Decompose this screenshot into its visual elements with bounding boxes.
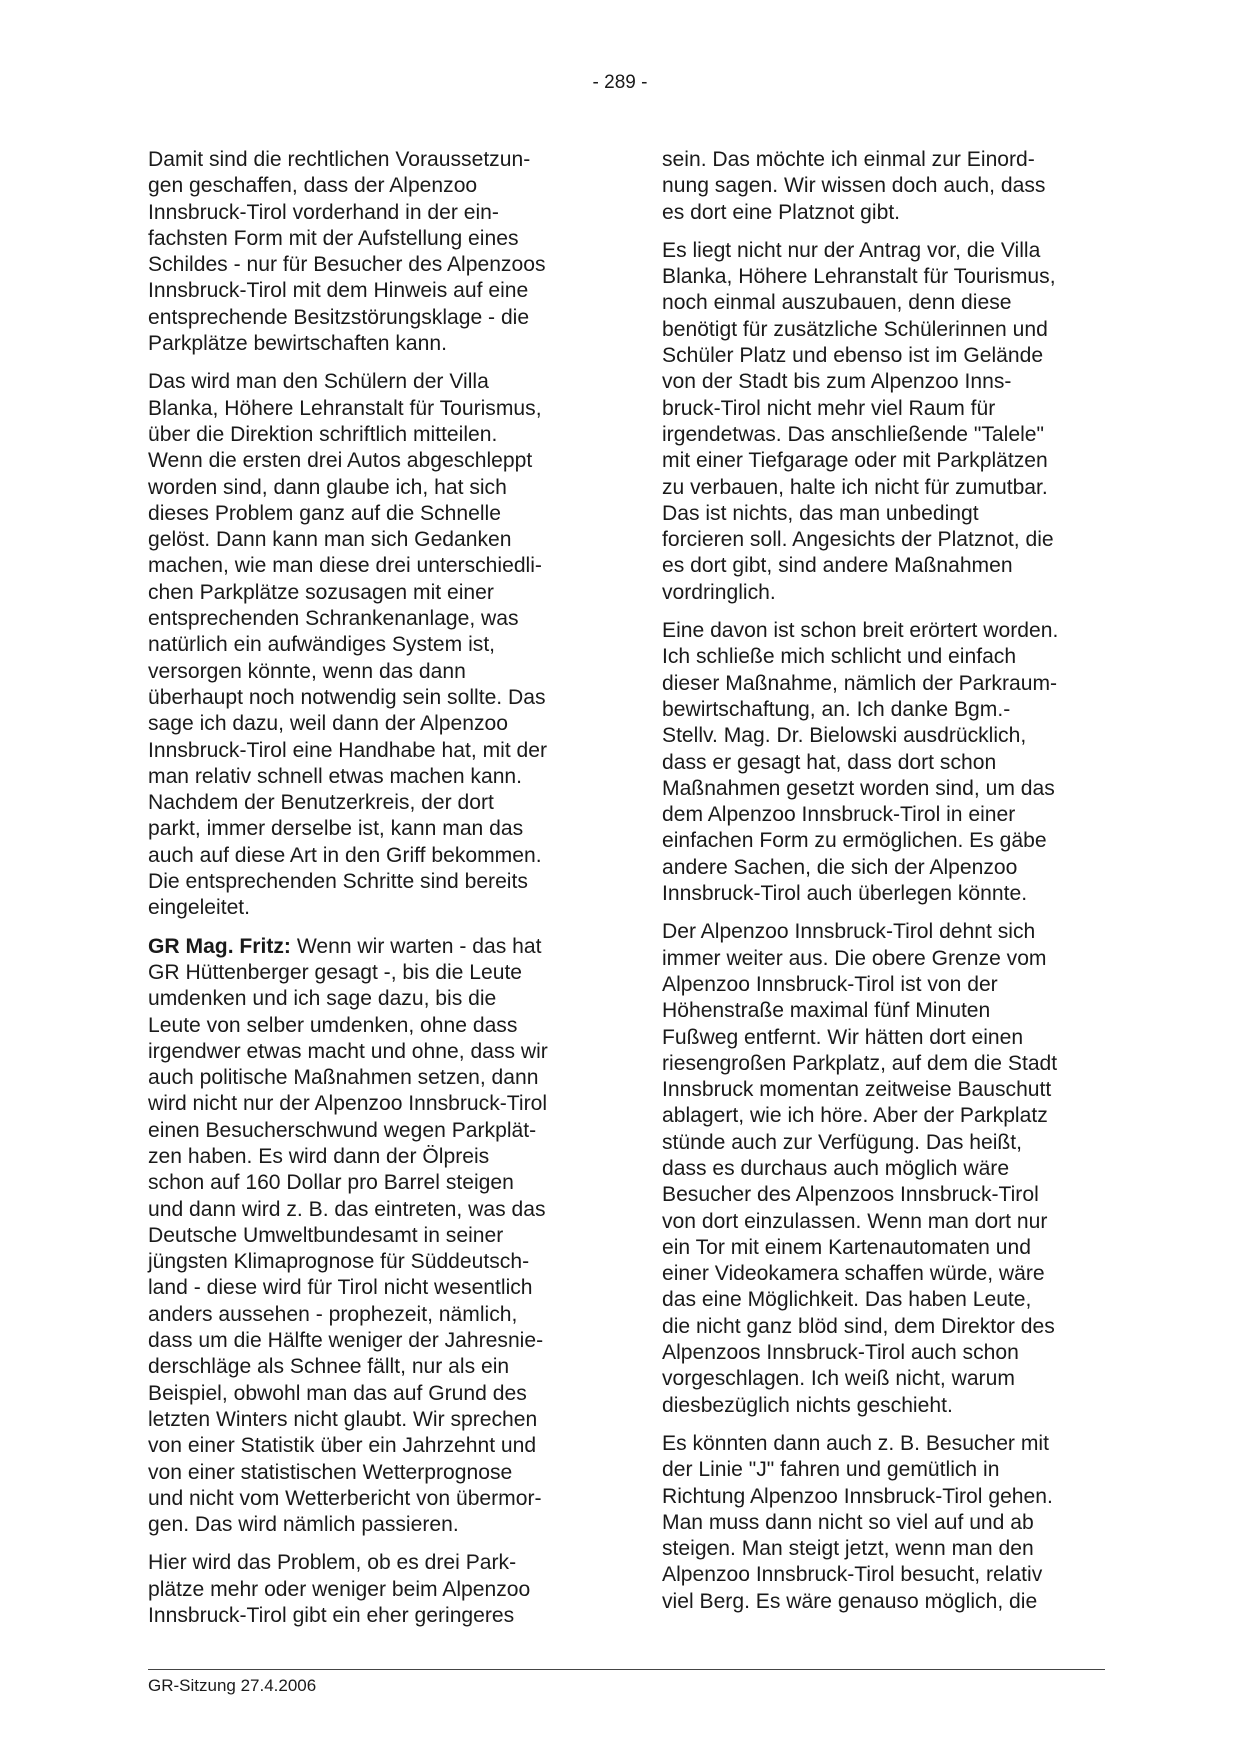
text-line: nung sagen. Wir wissen doch auch, dass: [662, 174, 1046, 198]
text-line: Das ist nichts, das man unbedingt: [662, 501, 979, 525]
text-line: gelöst. Dann kann man sich Gedanken: [148, 528, 512, 552]
text-line: plätze mehr oder weniger beim Alpenzoo: [148, 1577, 531, 1601]
text-line: Richtung Alpenzoo Innsbruck-Tirol gehen.: [662, 1484, 1053, 1508]
text-line: benötigt für zusätzliche Schülerinnen und: [662, 317, 1048, 341]
text-line: zen haben. Es wird dann der Ölpreis: [148, 1144, 490, 1168]
text-line: Beispiel, obwohl man das auf Grund des: [148, 1381, 527, 1405]
text-line: Blanka, Höhere Lehranstalt für Tourismus,: [662, 265, 1056, 289]
text-line: der Linie "J" fahren und gemütlich in: [662, 1458, 1000, 1482]
text-line: versorgen könnte, wenn das dann: [148, 659, 466, 683]
paragraph: [148, 147, 588, 357]
text-line: Es könnten dann auch z. B. Besucher mit: [662, 1431, 1049, 1455]
text-line: entsprechenden Schrankenanlage, was: [148, 607, 519, 631]
text-line: chen Parkplätze sozusagen mit einer: [148, 580, 494, 604]
text-line: vordringlich.: [662, 580, 776, 604]
left-column: [148, 147, 588, 1629]
text-line: Alpenzoo Innsbruck-Tirol besucht, relativ: [662, 1563, 1043, 1587]
text-line: derschläge als Schnee fällt, nur als ein: [148, 1355, 510, 1379]
paragraph: [662, 1431, 1102, 1615]
text-line: irgendwer etwas macht und ohne, dass wir: [148, 1039, 548, 1063]
text-line: bruck-Tirol nicht mehr viel Raum für: [662, 396, 996, 420]
text-line: Das wird man den Schülern der Villa: [148, 370, 489, 394]
text-line: steigen. Man steigt jetzt, wenn man den: [662, 1537, 1034, 1561]
text-line: land - diese wird für Tirol nicht wesentlich: [148, 1276, 533, 1300]
text-line: Innsbruck momentan zeitweise Bauschutt: [662, 1078, 1052, 1102]
text-line: dem Alpenzoo Innsbruck-Tirol in einer: [662, 803, 1016, 827]
text-line: Fußweg entfernt. Wir hätten dort einen: [662, 1025, 1024, 1049]
paragraph: [148, 1550, 588, 1629]
text-line: Der Alpenzoo Innsbruck-Tirol dehnt sich: [662, 920, 1036, 944]
text-line: Schüler Platz und ebenso ist im Gelände: [662, 344, 1044, 368]
text-line: Innsbruck-Tirol auch überlegen könnte.: [662, 882, 1028, 906]
text-line: überhaupt noch notwendig sein sollte. Das: [148, 685, 546, 709]
text-line: dass er gesagt hat, dass dort schon: [662, 750, 997, 774]
text-line: Innsbruck-Tirol gibt ein eher geringeres: [148, 1604, 515, 1628]
paragraph: [148, 934, 588, 1539]
text-line: Wenn die ersten drei Autos abgeschleppt: [148, 449, 533, 473]
text-line: es dort eine Platznot gibt.: [662, 200, 901, 224]
text-line: dieses Problem ganz auf die Schnelle: [148, 501, 501, 525]
text-line: Alpenzoo Innsbruck-Tirol ist von der: [662, 972, 998, 996]
text-line: von der Stadt bis zum Alpenzoo Inns-: [662, 370, 1012, 394]
text-line: ein Tor mit einem Kartenautomaten und: [662, 1235, 1031, 1259]
text-line: auch politische Maßnahmen setzen, dann: [148, 1066, 539, 1090]
text-line: noch einmal auszubauen, denn diese: [662, 291, 1012, 315]
footer-divider: [148, 1669, 1105, 1670]
text-line: Man muss dann nicht so viel auf und ab: [662, 1510, 1034, 1534]
text-line: stünde auch zur Verfügung. Das heißt,: [662, 1130, 1022, 1154]
text-line: worden sind, dann glaube ich, hat sich: [148, 475, 507, 499]
text-line: vorgeschlagen. Ich weiß nicht, warum: [662, 1367, 1015, 1391]
text-line: bewirtschaftung, an. Ich danke Bgm.-: [662, 697, 1011, 721]
text-line: GR Hüttenberger gesagt -, bis die Leute: [148, 960, 523, 984]
text-line: natürlich ein aufwändiges System ist,: [148, 633, 496, 657]
paragraph: [662, 919, 1102, 1419]
text-line: irgendetwas. Das anschließende "Talele": [662, 422, 1044, 446]
paragraph: [662, 238, 1102, 606]
text-line: einfachen Form zu ermöglichen. Es gäbe: [662, 829, 1047, 853]
text-line: parkt, immer derselbe ist, kann man das: [148, 817, 524, 841]
text-line: Höhenstraße maximal fünf Minuten: [662, 999, 991, 1023]
paragraph: [662, 618, 1102, 907]
text-line: einen Besucherschwund wegen Parkplät-: [148, 1118, 537, 1142]
text-line: Maßnahmen gesetzt worden sind, um das: [662, 776, 1055, 800]
text-line: Eine davon ist schon breit erörtert worden.: [662, 619, 1059, 643]
text-line: machen, wie man diese drei unterschiedli-: [148, 554, 542, 578]
text-line: umdenken und ich sage dazu, bis die: [148, 987, 497, 1011]
text-line: Stellv. Mag. Dr. Bielowski ausdrücklich,: [662, 724, 1027, 748]
text-line: ablagert, wie ich höre. Aber der Parkplatz: [662, 1104, 1048, 1128]
page-number: - 289 -: [592, 72, 648, 93]
text-line: Nachdem der Benutzerkreis, der dort: [148, 791, 494, 815]
text-line: Deutsche Umweltbundesamt in seiner: [148, 1223, 504, 1247]
text-line: dass es durchaus auch möglich wäre: [662, 1156, 1010, 1180]
text-line: einer Videokamera schaffen würde, wäre: [662, 1262, 1045, 1286]
text-line: zu verbauen, halte ich nicht für zumutbar.: [662, 475, 1048, 499]
text-line: sage ich dazu, weil dann der Alpenzoo: [148, 712, 509, 736]
text-line: viel Berg. Es wäre genauso möglich, die: [662, 1589, 1038, 1613]
text-line: [148, 934, 588, 960]
text-line: diesbezüglich nichts geschieht.: [662, 1393, 953, 1417]
text-line: und nicht vom Wetterbericht von übermor-: [148, 1486, 542, 1510]
paragraph: [662, 147, 1102, 226]
text-line: Innsbruck-Tirol vorderhand in der ein-: [148, 200, 499, 224]
text-line: wird nicht nur der Alpenzoo Innsbruck-Tirol: [148, 1092, 548, 1116]
text-line: sein. Das möchte ich einmal zur Einord-: [662, 148, 1035, 171]
text-line: forcieren soll. Angesichts der Platznot, die: [662, 528, 1054, 552]
text-line: Blanka, Höhere Lehranstalt für Tourismus,: [148, 396, 542, 420]
text-line: letzten Winters nicht glaubt. Wir sprechen: [148, 1407, 538, 1431]
text-line: andere Sachen, die sich der Alpenzoo: [662, 855, 1018, 879]
speaker-name: GR Mag. Fritz:: [148, 934, 291, 958]
text-line: auch auf diese Art in den Griff bekommen.: [148, 843, 542, 867]
text-line: von einer statistischen Wetterprognose: [148, 1460, 513, 1484]
text-line: gen. Das wird nämlich passieren.: [148, 1513, 459, 1537]
text-line: Parkplätze bewirtschaften kann.: [148, 332, 447, 356]
text-line: eingeleitet.: [148, 896, 251, 920]
text-line: Damit sind die rechtlichen Voraussetzun-: [148, 148, 531, 171]
footer-session-date: GR-Sitzung 27.4.2006: [148, 1676, 317, 1695]
text-line: Es liegt nicht nur der Antrag vor, die Villa: [662, 238, 1041, 262]
text-line: man relativ schnell etwas machen kann.: [148, 764, 523, 788]
speech-text: Wenn wir warten - das hat: [290, 934, 542, 958]
text-line: dass um die Hälfte weniger der Jahresnie-: [148, 1329, 544, 1353]
text-line: über die Direktion schriftlich mitteilen.: [148, 422, 498, 446]
text-line: entsprechende Besitzstörungsklage - die: [148, 305, 530, 329]
text-line: Besucher des Alpenzoos Innsbruck-Tirol: [662, 1183, 1039, 1207]
text-line: gen geschaffen, dass der Alpenzoo: [148, 174, 478, 198]
text-line: fachsten Form mit der Aufstellung eines: [148, 226, 519, 250]
text-line: das eine Möglichkeit. Das haben Leute,: [662, 1288, 1032, 1312]
text-line: mit einer Tiefgarage oder mit Parkplätzen: [662, 449, 1048, 473]
text-line: es dort gibt, sind andere Maßnahmen: [662, 554, 1013, 578]
text-line: von einer Statistik über ein Jahrzehnt und: [148, 1434, 537, 1458]
text-line: und dann wird z. B. das eintreten, was das: [148, 1197, 546, 1221]
text-line: immer weiter aus. Die obere Grenze vom: [662, 946, 1047, 970]
text-line: dieser Maßnahme, nämlich der Parkraum-: [662, 671, 1058, 695]
text-line: Innsbruck-Tirol eine Handhabe hat, mit der: [148, 738, 548, 762]
text-line: Schildes - nur für Besucher des Alpenzoos: [148, 253, 546, 277]
text-line: Leute von selber umdenken, ohne dass: [148, 1013, 518, 1037]
text-line: anders aussehen - prophezeit, nämlich,: [148, 1302, 518, 1326]
text-line: Alpenzoos Innsbruck-Tirol auch schon: [662, 1341, 1019, 1365]
right-column: [662, 147, 1102, 1615]
text-line: Ich schließe mich schlicht und einfach: [662, 645, 1017, 669]
text-line: von dort einzulassen. Wenn man dort nur: [662, 1209, 1048, 1233]
text-line: Die entsprechenden Schritte sind bereits: [148, 870, 528, 894]
text-line: jüngsten Klimaprognose für Süddeutsch-: [148, 1250, 530, 1274]
paragraph: [148, 369, 588, 921]
text-line: Innsbruck-Tirol mit dem Hinweis auf eine: [148, 279, 529, 303]
text-line: Hier wird das Problem, ob es drei Park-: [148, 1551, 517, 1575]
text-line: schon auf 160 Dollar pro Barrel steigen: [148, 1171, 514, 1195]
text-line: riesengroßen Parkplatz, auf dem die Stadt: [662, 1051, 1058, 1075]
text-line: die nicht ganz blöd sind, dem Direktor des: [662, 1314, 1055, 1338]
